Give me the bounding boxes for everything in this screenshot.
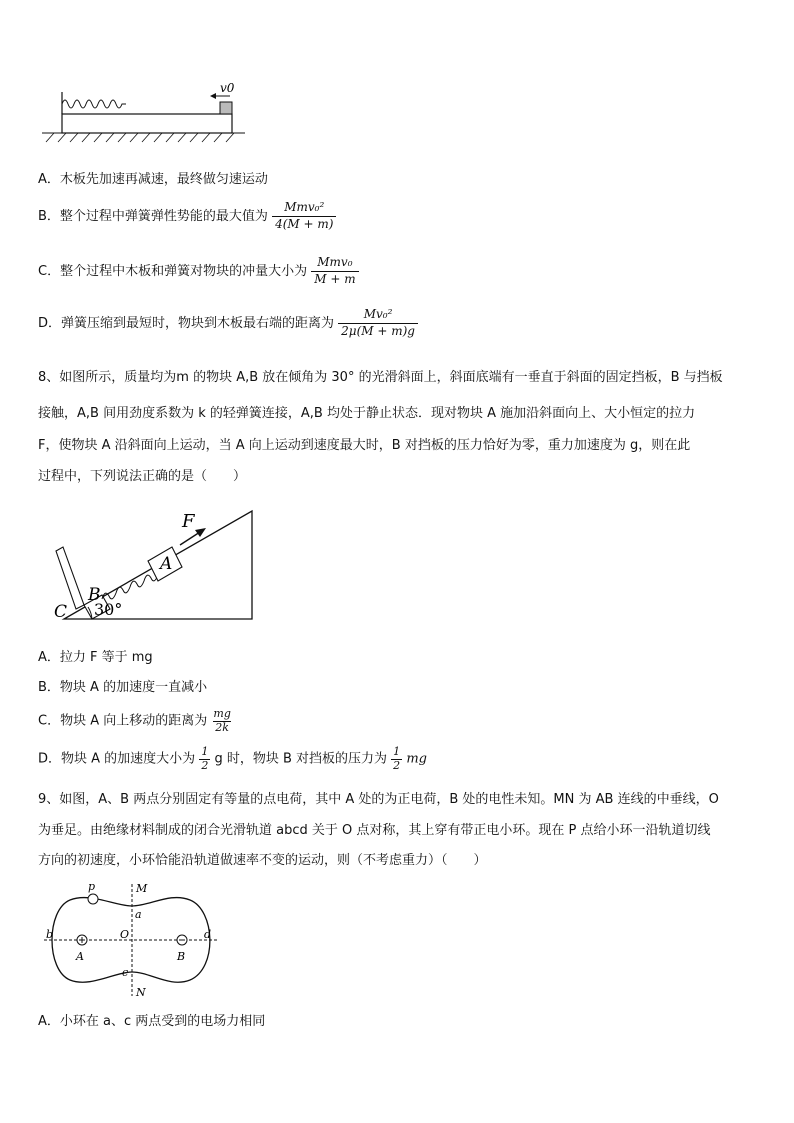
q8-option-c [38, 708, 233, 734]
fraction-numerator: Mmv₀ [317, 255, 353, 269]
label-b-point: b [46, 928, 54, 941]
q7-option-c-text: C．整个过程中木板和弹簧对物块的冲量大小为 [38, 263, 308, 279]
label-m: M [136, 882, 148, 895]
q7-option-d-text: D．弹簧压缩到最短时，物块到木板最右端的距离为 [38, 315, 335, 331]
fraction-denominator: 2k [215, 720, 229, 734]
fraction-denominator: 4(M + m) [272, 216, 336, 232]
q7-option-a: A．木板先加速再减速，最终做匀速运动 [38, 172, 268, 187]
q8-option-b: B．物块 A 的加速度一直减小 [38, 680, 208, 695]
incline-figure [50, 505, 260, 625]
q7-option-c-fraction [311, 256, 358, 287]
fraction-numerator: 1 [201, 745, 209, 758]
fraction-denominator: M + m [311, 271, 358, 287]
label-d-point: d [204, 928, 212, 941]
q8-option-d-fraction-1 [199, 746, 210, 772]
q9-stem-line-2: 为垂足。由绝缘材料制成的闭合光滑轨道 abcd 关于 O 点对称，其上穿有带正电小环。现在 P 点给小环一沿轨道切线 [38, 823, 711, 838]
label-c: C [54, 602, 68, 622]
q9-stem-line-1: 9、如图，A、B 两点分别固定有等量的点电荷，其中 A 处的为正电荷，B 处的电性未知。MN 为 AB 连线的中垂线，O [38, 792, 719, 807]
q7-option-d [38, 308, 418, 339]
label-p: p [88, 880, 96, 893]
label-a: A [160, 554, 173, 574]
q8-option-d-fraction-2 [391, 746, 402, 772]
q8-stem-line-3: F，使物块 A 沿斜面向上运动，当 A 向上运动到速度最大时，B 对挡板的压力恰好为零，重力加速度为 g，则在此 [38, 438, 691, 453]
label-c-point: c [122, 966, 129, 979]
label-o: O [120, 928, 130, 941]
q8-option-a: A．拉力 F 等于 mg [38, 650, 153, 665]
q8-option-d [38, 746, 427, 772]
q8-option-d-text-3: mg [406, 751, 427, 767]
fraction-denominator: 2 [393, 758, 401, 772]
v0-label: v0 [220, 81, 235, 95]
label-a-point: a [135, 908, 142, 921]
q7-option-c [38, 256, 359, 287]
force-arrow-head-icon [195, 528, 206, 537]
fraction-numerator: 1 [393, 745, 401, 758]
arrow-head-icon [210, 93, 216, 99]
q8-stem-line-4: 过程中，下列说法正确的是（ ） [38, 469, 247, 484]
small-block [220, 102, 232, 114]
q8-option-d-text-1: D．物块 A 的加速度大小为 [38, 751, 196, 767]
q7-option-d-fraction [338, 308, 418, 339]
charge-a [77, 935, 87, 945]
small-ring [88, 894, 98, 904]
q8-option-c-text: C．物块 A 向上移动的距离为 [38, 713, 208, 729]
q7-option-b [38, 201, 336, 232]
label-b-charge: B [177, 950, 186, 963]
q7-option-b-text: B．整个过程中弹簧弹性势能的最大值为 [38, 208, 268, 224]
fraction-numerator: Mv₀² [363, 307, 393, 321]
q9-option-a: A．小环在 a、c 两点受到的电场力相同 [38, 1014, 266, 1029]
q8-stem-line-1: 8、如图所示，质量均为m 的物块 A,B 放在倾角为 30° 的光滑斜面上，斜面底端有一垂直于斜面的固定挡板，B 与挡板 [38, 370, 723, 385]
angle-label: 30° [94, 600, 123, 619]
charge-b [177, 935, 187, 945]
fraction-numerator: Mmv₀² [284, 200, 325, 214]
wooden-board [62, 114, 232, 133]
fraction-denominator: 2μ(M + m)g [338, 323, 418, 339]
q8-option-c-fraction [211, 708, 232, 734]
baffle-plate [56, 547, 84, 609]
spring-board-figure [40, 78, 250, 148]
q7-option-b-fraction [272, 201, 336, 232]
label-n: N [136, 986, 146, 999]
ground-hatching [46, 133, 234, 142]
label-a-charge: A [76, 950, 84, 963]
q8-option-d-text-2: g 时，物块 B 对挡板的压力为 [214, 751, 388, 767]
spring [62, 100, 126, 108]
label-f: F [182, 511, 195, 532]
fraction-denominator: 2 [201, 758, 209, 772]
fraction-numerator: mg [213, 707, 231, 720]
q8-stem-line-2: 接触，A,B 间用劲度系数为 k 的轻弹簧连接，A,B 均处于静止状态．现对物块 A 施加沿斜面向上、大小恒定的拉力 [38, 406, 696, 421]
label-b: B [88, 585, 101, 605]
track-figure [40, 878, 225, 1000]
q9-stem-line-3: 方向的初速度，小环恰能沿轨道做速率不变的运动，则（不考虑重力）（ ） [38, 853, 487, 868]
